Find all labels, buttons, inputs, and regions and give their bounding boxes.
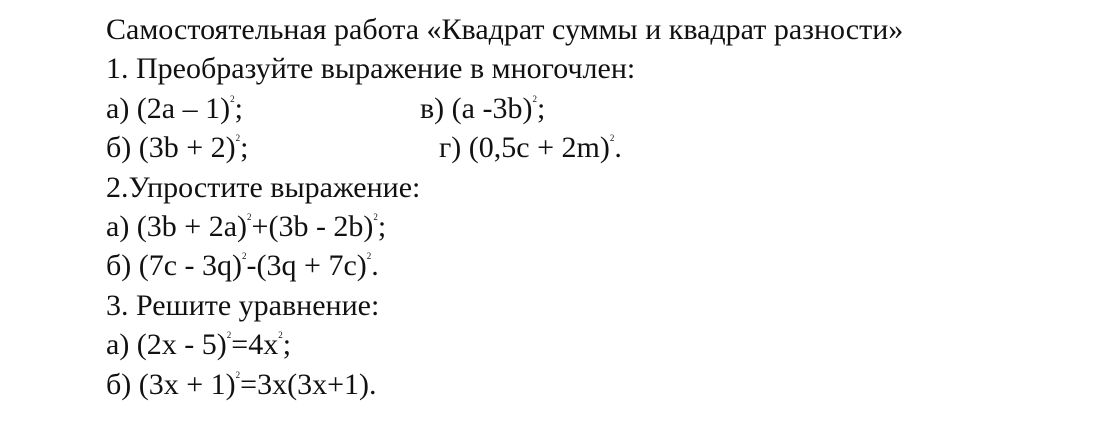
task3-heading: 3. Решите уравнение: [106, 288, 380, 322]
task1-item-b [106, 131, 249, 164]
task1-item-a [106, 92, 243, 125]
task2-item-b-exponent2: 2 [366, 251, 372, 262]
task2-item-a-part1: а) (3b + 2a) [106, 209, 248, 243]
task1-item-b-exponent: 2 [235, 133, 241, 144]
task1-row-2 [106, 128, 1106, 167]
task2-heading: 2.Упростите выражение: [106, 170, 421, 204]
task3-item-a-end: ; [282, 328, 292, 362]
task3-item-a-part1: а) (2x - 5) [106, 328, 227, 362]
task3-item-b-part2: =3x(3x+1). [240, 367, 377, 401]
task1-item-b-end: ; [240, 131, 249, 165]
task1-item-v-exponent: 2 [532, 93, 537, 104]
task2-item-a-exponent1: 2 [247, 211, 252, 222]
task2-item-b-exponent1: 2 [242, 251, 247, 262]
task3-item-a-part2: =4x [231, 328, 279, 362]
task1-item-v-base: в) (а -3b) [420, 91, 533, 125]
task1-item-g [439, 128, 622, 167]
task1-item-v-end: ; [536, 91, 546, 125]
task2-item-a-exponent2: 2 [373, 211, 378, 222]
task1-item-a-exponent: 2 [230, 93, 235, 104]
task3-item-b-exponent1: 2 [235, 369, 241, 380]
task1-item-g-exponent: 2 [609, 133, 615, 144]
task2-item-b-part1: б) (7c - 3q) [106, 249, 243, 283]
task2-item-b-part2: -(3q + 7c) [246, 249, 367, 283]
task2-item-a-end: ; [377, 209, 387, 243]
task3-item-a [106, 325, 1106, 364]
task1-item-b-base: б) (3b + 2) [106, 131, 236, 165]
task2-item-b [106, 246, 1106, 285]
document-page [106, 10, 1106, 404]
task3-item-b [106, 365, 1106, 404]
task1-item-a-base: а) (2а – 1) [106, 91, 231, 125]
task1-item-g-end: . [614, 131, 622, 165]
task3-item-a-exponent2: 2 [278, 330, 283, 341]
task3-item-a-exponent1: 2 [226, 330, 232, 341]
task3-item-b-part1: б) (3x + 1) [106, 367, 236, 401]
task2-item-a-part2: +(3b - 2b) [251, 209, 374, 243]
task2-item-a [106, 207, 1106, 246]
task1-row-1 [106, 89, 1106, 128]
document-title: Самостоятельная работа «Квадрат суммы и квадрат разности» [106, 13, 904, 46]
task1-heading: 1. Преобразуйте выражение в многочлен: [106, 52, 636, 86]
task2-item-b-end: . [371, 249, 379, 283]
task1-item-v [420, 89, 545, 128]
task1-item-a-end: ; [234, 91, 243, 125]
task1-item-g-base: г) (0,5c + 2m) [439, 131, 610, 165]
